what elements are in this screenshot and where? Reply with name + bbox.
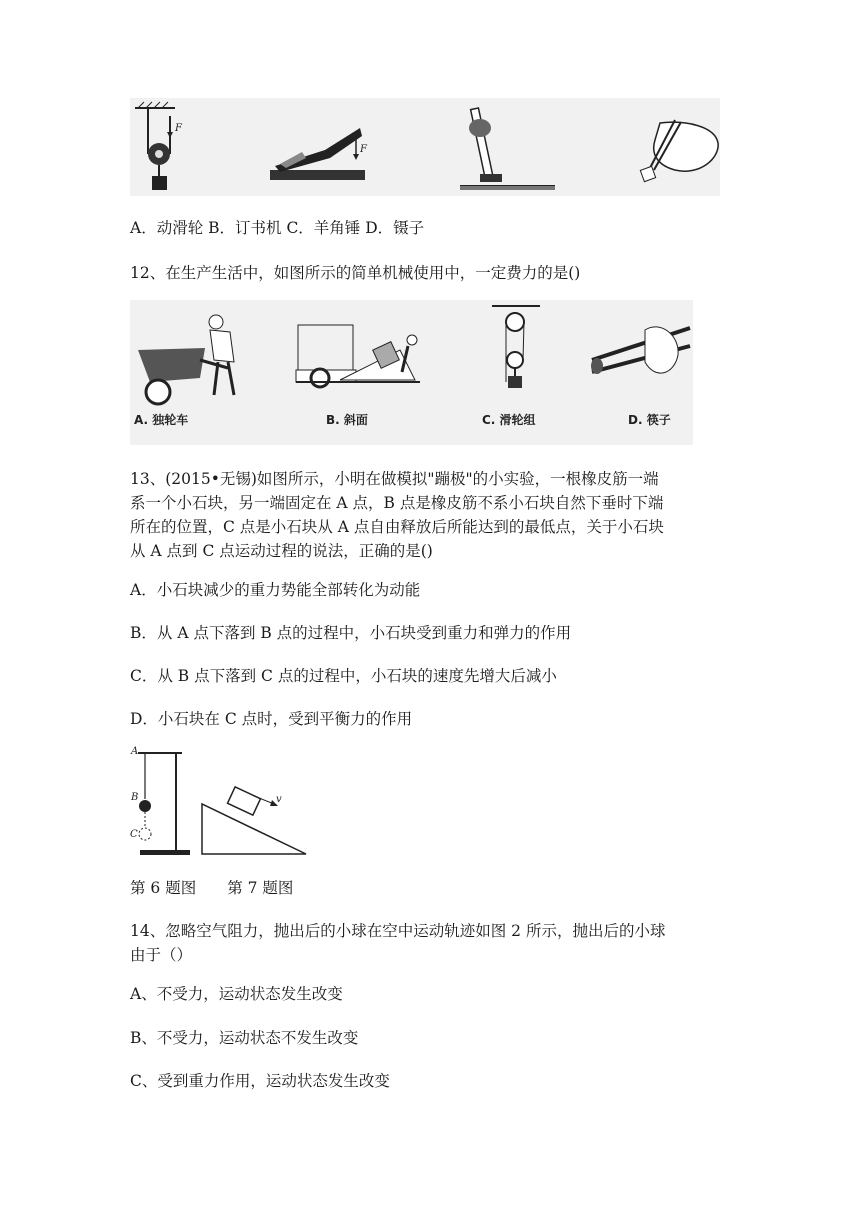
q13-stem-line-4: 从 A 点到 C 点运动过程的说法，正确的是() (130, 542, 433, 560)
stapler-illustration (270, 128, 368, 180)
pulley-block-illustration (482, 306, 540, 427)
claw-hammer-illustration (460, 108, 555, 190)
q14-stem-line-2: 由于（） (130, 946, 193, 964)
q13-stem-line-2: 系一个小石块，另一端固定在 A 点，B 点是橡皮筋不系小石块自然下垂时下端 (130, 494, 664, 512)
label-point-c: C (130, 829, 138, 840)
q14-option-a: A、不受力，运动状态发生改变 (130, 985, 343, 1003)
caption-inclined-plane: B. 斜面 (326, 413, 368, 427)
bungee-stand-illustration (130, 746, 190, 855)
label-point-a: A (131, 746, 139, 757)
q13-option-d: D．小石块在 C 点时，受到平衡力的作用 (130, 710, 413, 728)
q13-figure (130, 744, 310, 859)
caption-pulley-block: C. 滑轮组 (482, 413, 536, 427)
tweezers-illustration (640, 120, 718, 182)
label-velocity: v (276, 794, 282, 805)
caption-wheelbarrow: A. 独轮车 (134, 413, 189, 427)
q12-figure-row (130, 300, 693, 445)
q13-option-b: B．从 A 点下落到 B 点的过程中，小石块受到重力和弹力的作用 (130, 624, 572, 642)
wheelbarrow-illustration (134, 315, 234, 427)
q11-figure-row (130, 98, 720, 196)
movable-pulley-illustration (135, 102, 183, 190)
q13-option-c: C．从 B 点下落到 C 点的过程中，小石块的速度先增大后减小 (130, 667, 557, 685)
force-label-b: F (360, 144, 367, 155)
label-point-b: B (131, 792, 139, 803)
q14-option-b: B、不受力，运动状态不发生改变 (130, 1029, 359, 1047)
q14-option-c: C、受到重力作用，运动状态发生改变 (130, 1072, 390, 1090)
q12-stem: 12、在生产生活中，如图所示的简单机械使用中，一定费力的是() (130, 264, 581, 282)
force-label-a: F (175, 123, 182, 134)
q13-option-a: A．小石块减少的重力势能全部转化为动能 (130, 581, 421, 599)
incline-block-illustration (202, 787, 306, 854)
q13-stem-line-3: 所在的位置，C 点是小石块从 A 点自由释放后所能达到的最低点，关于小石块 (130, 518, 664, 536)
inclined-plane-illustration (296, 325, 420, 427)
q13-stem-line-1: 13、(2015•无锡)如图所示，小明在做模拟"蹦极"的小实验，一根橡皮筋一端 (130, 470, 659, 488)
q13-figure-caption: 第 6 题图 第 7 题图 (130, 879, 294, 897)
q14-stem-line-1: 14、忽略空气阻力，抛出后的小球在空中运动轨迹如图 2 所示，抛出后的小球 (130, 922, 666, 940)
q11-options: A．动滑轮 B．订书机 C．羊角锤 D．镊子 (130, 219, 425, 237)
chopsticks-illustration (591, 327, 690, 427)
caption-chopsticks: D. 筷子 (628, 413, 671, 427)
